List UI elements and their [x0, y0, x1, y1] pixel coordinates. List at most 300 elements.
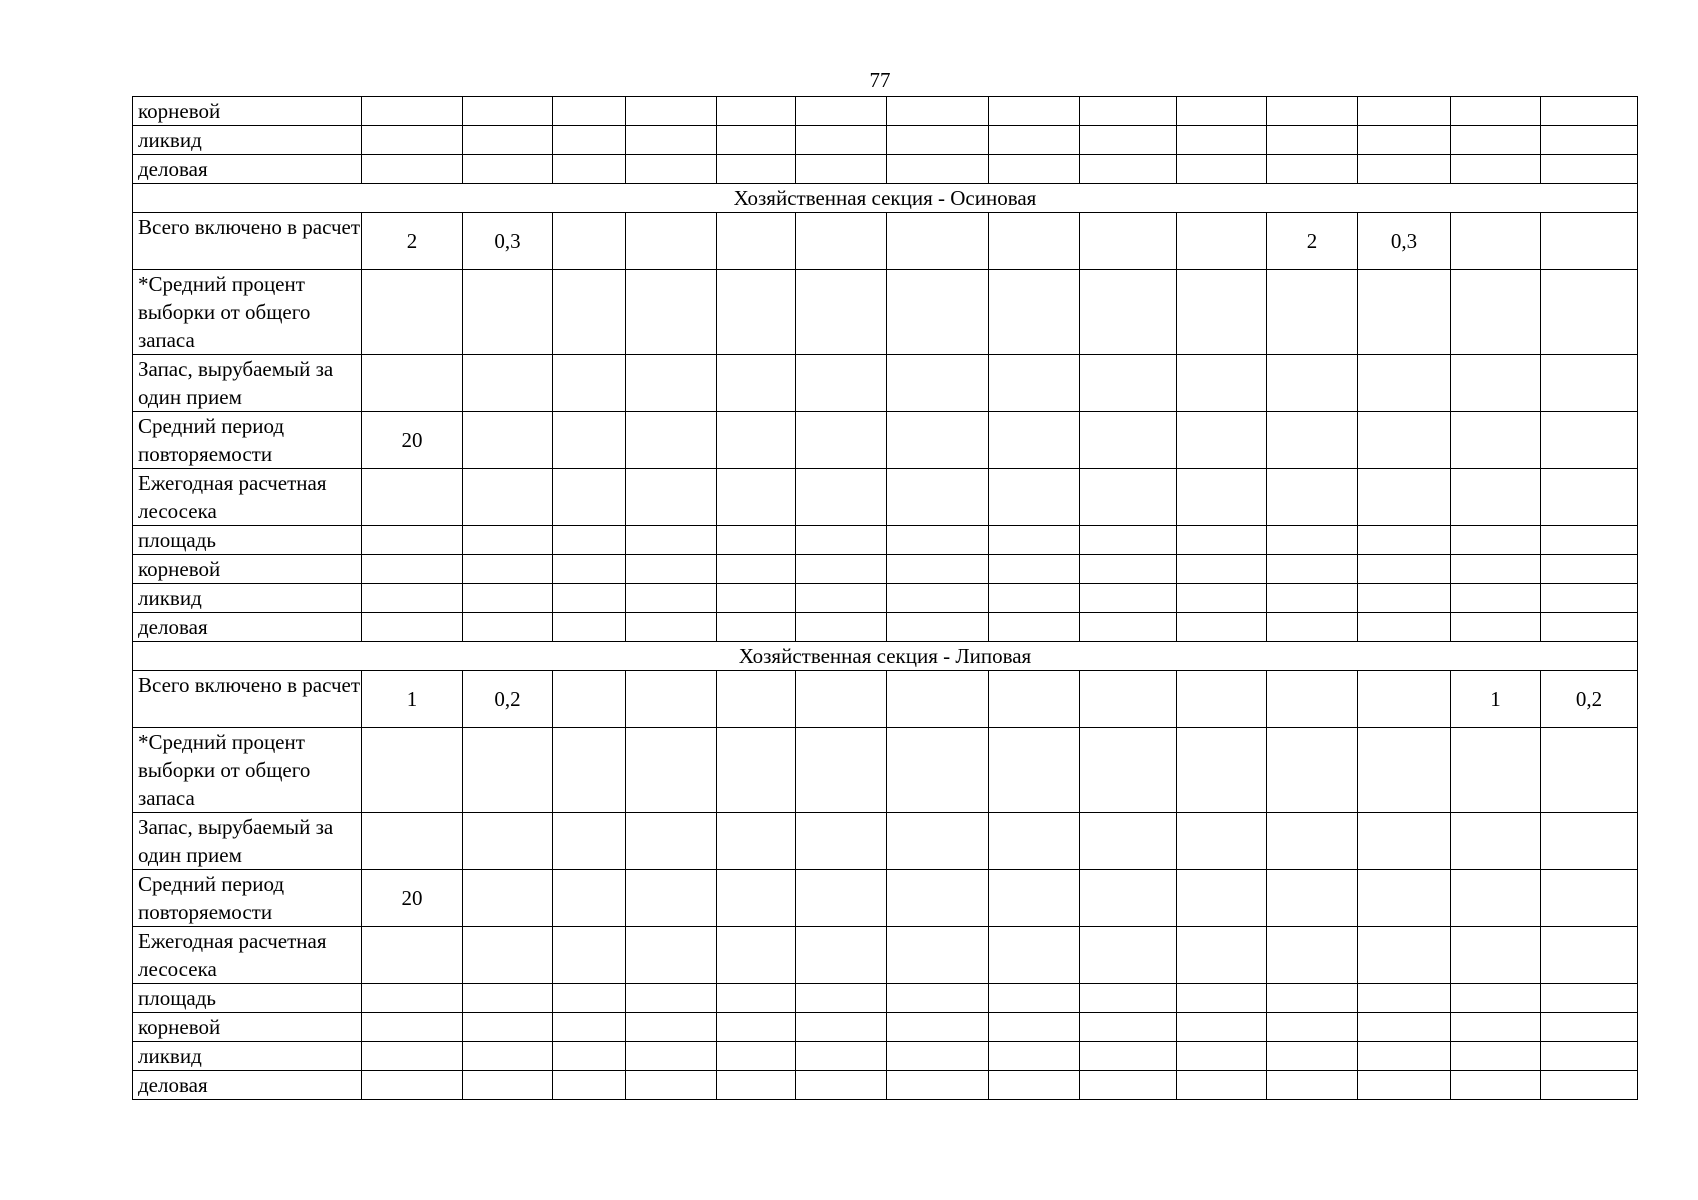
- table-cell: [1177, 671, 1267, 728]
- table-cell: 0,2: [1541, 671, 1638, 728]
- table-cell: [1177, 813, 1267, 870]
- table-cell: [1080, 1071, 1177, 1100]
- table-cell: [1358, 412, 1451, 469]
- allowable-cut-table: [132, 96, 1638, 1100]
- table-cell: [717, 469, 796, 526]
- table-cell: [989, 526, 1080, 555]
- table-cell: [887, 927, 989, 984]
- table-cell: [1080, 555, 1177, 584]
- table-cell: [362, 97, 463, 126]
- table-cell: [362, 813, 463, 870]
- table-cell: [717, 984, 796, 1013]
- table-cell: [1451, 97, 1541, 126]
- table-cell: [1080, 97, 1177, 126]
- table-cell: [1451, 1013, 1541, 1042]
- table-cell: [989, 728, 1080, 813]
- table-cell: [887, 469, 989, 526]
- table-cell: [887, 213, 989, 270]
- table-cell: [887, 155, 989, 184]
- table-cell: [626, 584, 717, 613]
- table-row: [133, 213, 1638, 270]
- table-cell: [1451, 1071, 1541, 1100]
- table-cell: [1177, 984, 1267, 1013]
- table-cell: [463, 813, 553, 870]
- table-cell: [463, 1013, 553, 1042]
- table-cell: [362, 355, 463, 412]
- table-cell: [553, 213, 626, 270]
- table-row: [133, 813, 1638, 870]
- table-cell: [1177, 155, 1267, 184]
- section-header-row: [133, 184, 1638, 213]
- table-row: [133, 1042, 1638, 1071]
- table-cell: [1267, 412, 1358, 469]
- table-cell: [1080, 1013, 1177, 1042]
- table-cell: [989, 584, 1080, 613]
- table-row: [133, 412, 1638, 469]
- table-cell: [463, 927, 553, 984]
- row-label: Запас, вырубаемый за один прием: [133, 355, 362, 412]
- table-cell: [362, 1013, 463, 1042]
- table-cell: [553, 1071, 626, 1100]
- table-cell: [463, 270, 553, 355]
- row-label: деловая: [133, 155, 362, 184]
- row-label: Всего включено в расчет: [133, 671, 362, 728]
- table-cell: [1358, 927, 1451, 984]
- section-title: Хозяйственная секция - Осиновая: [133, 184, 1638, 213]
- table-cell: [1267, 927, 1358, 984]
- row-label: Ежегодная расчетная лесосека: [133, 927, 362, 984]
- row-label: корневой: [133, 555, 362, 584]
- table-cell: [626, 469, 717, 526]
- table-cell: [553, 813, 626, 870]
- table-cell: [1541, 126, 1638, 155]
- table-cell: [1267, 97, 1358, 126]
- table-cell: [796, 1013, 887, 1042]
- table-cell: 1: [362, 671, 463, 728]
- table-cell: [553, 1042, 626, 1071]
- table-cell: [717, 526, 796, 555]
- table-cell: [887, 728, 989, 813]
- table-cell: [1358, 1042, 1451, 1071]
- table-cell: [626, 671, 717, 728]
- table-cell: [1080, 126, 1177, 155]
- table-cell: [717, 870, 796, 927]
- table-cell: [989, 813, 1080, 870]
- table-cell: [1177, 584, 1267, 613]
- table-row: [133, 469, 1638, 526]
- table-cell: [1451, 870, 1541, 927]
- table-cell: [796, 97, 887, 126]
- table-cell: [463, 526, 553, 555]
- table-cell: [796, 412, 887, 469]
- table-cell: [989, 1071, 1080, 1100]
- table-cell: [553, 671, 626, 728]
- table-cell: [1451, 469, 1541, 526]
- table-cell: [1080, 984, 1177, 1013]
- table-cell: [1267, 728, 1358, 813]
- table-cell: 0,2: [463, 671, 553, 728]
- table-cell: [887, 270, 989, 355]
- table-cell: [887, 1013, 989, 1042]
- table-cell: [887, 984, 989, 1013]
- table-cell: [887, 613, 989, 642]
- table-cell: [796, 927, 887, 984]
- table-cell: [463, 870, 553, 927]
- table-cell: [717, 927, 796, 984]
- table-cell: [626, 155, 717, 184]
- table-cell: [1358, 984, 1451, 1013]
- table-cell: [989, 1042, 1080, 1071]
- table-cell: [626, 1042, 717, 1071]
- table-cell: [463, 984, 553, 1013]
- table-cell: [989, 1013, 1080, 1042]
- table-cell: [717, 270, 796, 355]
- table-cell: 20: [362, 870, 463, 927]
- table-cell: [887, 1042, 989, 1071]
- table-cell: [626, 728, 717, 813]
- table-cell: [1177, 469, 1267, 526]
- table-cell: [626, 813, 717, 870]
- table-cell: [1451, 213, 1541, 270]
- table-cell: [626, 927, 717, 984]
- table-cell: [1080, 671, 1177, 728]
- table-cell: [1451, 526, 1541, 555]
- table-cell: [1267, 1013, 1358, 1042]
- table-cell: [796, 813, 887, 870]
- table-cell: [1267, 984, 1358, 1013]
- table-cell: [1267, 155, 1358, 184]
- table-row: [133, 613, 1638, 642]
- table-cell: [1080, 1042, 1177, 1071]
- table-cell: [362, 126, 463, 155]
- row-label: ликвид: [133, 126, 362, 155]
- table-cell: [796, 870, 887, 927]
- table-cell: [1541, 526, 1638, 555]
- table-cell: 2: [362, 213, 463, 270]
- table-cell: [796, 671, 887, 728]
- table-cell: [989, 555, 1080, 584]
- table-cell: [626, 213, 717, 270]
- table-cell: [1358, 671, 1451, 728]
- row-label: корневой: [133, 97, 362, 126]
- table-cell: [463, 155, 553, 184]
- table-cell: [626, 870, 717, 927]
- table-cell: [626, 412, 717, 469]
- table-cell: [717, 155, 796, 184]
- table-cell: [989, 155, 1080, 184]
- table-cell: [463, 613, 553, 642]
- table-cell: [463, 1071, 553, 1100]
- table-cell: [1358, 270, 1451, 355]
- table-cell: [1177, 355, 1267, 412]
- table-cell: [887, 671, 989, 728]
- page-number: 77: [869, 68, 891, 92]
- row-label: ликвид: [133, 1042, 362, 1071]
- table-cell: [717, 613, 796, 642]
- table-cell: [1267, 813, 1358, 870]
- table-cell: [717, 813, 796, 870]
- table-cell: [887, 1071, 989, 1100]
- table-cell: [989, 927, 1080, 984]
- table-cell: [626, 555, 717, 584]
- table-cell: [1177, 213, 1267, 270]
- table-cell: 2: [1267, 213, 1358, 270]
- table-cell: [362, 270, 463, 355]
- table-row: [133, 1071, 1638, 1100]
- table-cell: [1080, 584, 1177, 613]
- table-row: [133, 1013, 1638, 1042]
- table-cell: [796, 555, 887, 584]
- row-label: Средний период повторяемости: [133, 870, 362, 927]
- table-cell: [1541, 270, 1638, 355]
- table-cell: [1358, 97, 1451, 126]
- table-cell: [626, 126, 717, 155]
- table-cell: [1080, 728, 1177, 813]
- row-label: деловая: [133, 613, 362, 642]
- table-cell: [626, 97, 717, 126]
- table-cell: [1080, 155, 1177, 184]
- table-cell: [796, 213, 887, 270]
- table-cell: [796, 584, 887, 613]
- table-cell: [1541, 613, 1638, 642]
- table-cell: [796, 126, 887, 155]
- table-cell: [887, 412, 989, 469]
- section-header-row: [133, 642, 1638, 671]
- table-cell: [989, 469, 1080, 526]
- table-cell: [1541, 1071, 1638, 1100]
- table-cell: [1541, 469, 1638, 526]
- table-cell: [362, 469, 463, 526]
- row-label: деловая: [133, 1071, 362, 1100]
- table-cell: [362, 526, 463, 555]
- table-cell: [717, 126, 796, 155]
- table-cell: [887, 870, 989, 927]
- table-cell: [463, 469, 553, 526]
- table-cell: [1267, 1071, 1358, 1100]
- table-cell: [887, 126, 989, 155]
- table-cell: [717, 97, 796, 126]
- row-label: корневой: [133, 1013, 362, 1042]
- table-cell: [717, 671, 796, 728]
- table-cell: [1358, 155, 1451, 184]
- table-cell: [1451, 927, 1541, 984]
- table-cell: [362, 728, 463, 813]
- table-cell: [1080, 813, 1177, 870]
- row-label: Средний период повторяемости: [133, 412, 362, 469]
- table-cell: [1177, 126, 1267, 155]
- table-cell: [796, 613, 887, 642]
- table-cell: [553, 728, 626, 813]
- table-cell: [1541, 870, 1638, 927]
- table-cell: [989, 984, 1080, 1013]
- table-cell: [1451, 555, 1541, 584]
- table-cell: [1177, 1071, 1267, 1100]
- table-cell: [626, 355, 717, 412]
- table-cell: [887, 355, 989, 412]
- table-cell: [553, 613, 626, 642]
- table-cell: [1080, 927, 1177, 984]
- table-cell: [1451, 270, 1541, 355]
- table-cell: 0,3: [1358, 213, 1451, 270]
- table-cell: [1080, 469, 1177, 526]
- table-row: [133, 728, 1638, 813]
- table-cell: [1267, 526, 1358, 555]
- table-cell: [1451, 813, 1541, 870]
- table-cell: [1541, 728, 1638, 813]
- table-cell: [553, 927, 626, 984]
- table-row: [133, 870, 1638, 927]
- table-cell: [1080, 270, 1177, 355]
- table-cell: [796, 1071, 887, 1100]
- table-cell: [1358, 126, 1451, 155]
- table-cell: [1177, 613, 1267, 642]
- row-label: Всего включено в расчет: [133, 213, 362, 270]
- table-cell: 0,3: [463, 213, 553, 270]
- table-cell: [717, 1013, 796, 1042]
- table-cell: [1451, 412, 1541, 469]
- table-cell: [362, 927, 463, 984]
- table-cell: [1080, 213, 1177, 270]
- table-cell: [1541, 584, 1638, 613]
- table-cell: [1358, 526, 1451, 555]
- table-cell: [1541, 97, 1638, 126]
- table-row: [133, 984, 1638, 1013]
- table-cell: [887, 526, 989, 555]
- table-cell: [1451, 984, 1541, 1013]
- table-row: [133, 671, 1638, 728]
- table-row: [133, 555, 1638, 584]
- table-cell: [553, 1013, 626, 1042]
- table-cell: [463, 97, 553, 126]
- table-cell: [553, 126, 626, 155]
- row-label: площадь: [133, 526, 362, 555]
- table-cell: [989, 613, 1080, 642]
- table-row: [133, 584, 1638, 613]
- table-cell: [553, 584, 626, 613]
- table-cell: [1177, 555, 1267, 584]
- table-cell: [1541, 355, 1638, 412]
- row-label: Запас, вырубаемый за один прием: [133, 813, 362, 870]
- table-cell: [1080, 613, 1177, 642]
- row-label: *Средний процент выборки от общего запаса: [133, 270, 362, 355]
- table-cell: [463, 412, 553, 469]
- table-cell: [1267, 126, 1358, 155]
- table-row: [133, 526, 1638, 555]
- table-body: [133, 97, 1638, 1100]
- table-cell: [1358, 728, 1451, 813]
- row-label: ликвид: [133, 584, 362, 613]
- table-cell: [1451, 126, 1541, 155]
- table-cell: [553, 984, 626, 1013]
- table-row: [133, 927, 1638, 984]
- table-cell: [1177, 927, 1267, 984]
- table-row: [133, 126, 1638, 155]
- table-cell: [1358, 870, 1451, 927]
- table-cell: [1358, 355, 1451, 412]
- table-cell: [887, 555, 989, 584]
- table-cell: [1080, 412, 1177, 469]
- table-cell: [463, 126, 553, 155]
- table-cell: [553, 412, 626, 469]
- table-cell: [796, 155, 887, 184]
- table-cell: [1080, 870, 1177, 927]
- table-cell: [1177, 728, 1267, 813]
- table-cell: [1177, 1042, 1267, 1071]
- table-row: [133, 270, 1638, 355]
- table-cell: [989, 355, 1080, 412]
- table-cell: [1177, 870, 1267, 927]
- table-cell: [989, 213, 1080, 270]
- table-cell: [1267, 270, 1358, 355]
- table-cell: [362, 1042, 463, 1071]
- table-cell: [887, 813, 989, 870]
- table-cell: [626, 1071, 717, 1100]
- table-cell: [796, 984, 887, 1013]
- table-cell: [362, 584, 463, 613]
- table-cell: [463, 728, 553, 813]
- table-row: [133, 355, 1638, 412]
- table-cell: [1267, 355, 1358, 412]
- table-cell: [1177, 526, 1267, 555]
- table-cell: [1267, 1042, 1358, 1071]
- table-cell: [1177, 270, 1267, 355]
- table-cell: [553, 97, 626, 126]
- table-cell: [717, 584, 796, 613]
- table-cell: [463, 584, 553, 613]
- table-cell: [796, 728, 887, 813]
- table-cell: [887, 97, 989, 126]
- table-cell: [362, 613, 463, 642]
- table-cell: [1267, 555, 1358, 584]
- table-cell: [1451, 584, 1541, 613]
- table-cell: [1358, 584, 1451, 613]
- table-cell: [887, 584, 989, 613]
- table-cell: [796, 526, 887, 555]
- table-cell: [717, 728, 796, 813]
- table-cell: [1541, 412, 1638, 469]
- table-cell: [553, 355, 626, 412]
- table-cell: 1: [1451, 671, 1541, 728]
- table-cell: [1080, 526, 1177, 555]
- table-cell: [362, 155, 463, 184]
- table-cell: [1358, 613, 1451, 642]
- table-cell: [796, 270, 887, 355]
- row-label: *Средний процент выборки от общего запаса: [133, 728, 362, 813]
- table-cell: [717, 1042, 796, 1071]
- table-cell: [626, 526, 717, 555]
- table-cell: [1541, 927, 1638, 984]
- table-cell: [989, 126, 1080, 155]
- table-cell: [463, 1042, 553, 1071]
- table-cell: [553, 469, 626, 526]
- table-cell: [626, 984, 717, 1013]
- table-cell: [796, 355, 887, 412]
- table-cell: [553, 526, 626, 555]
- table-cell: [1541, 155, 1638, 184]
- table-cell: [989, 671, 1080, 728]
- row-label: площадь: [133, 984, 362, 1013]
- table-cell: [1267, 613, 1358, 642]
- table-cell: [1177, 97, 1267, 126]
- table-cell: [796, 1042, 887, 1071]
- table-cell: [1358, 1071, 1451, 1100]
- table-row: [133, 97, 1638, 126]
- table-cell: [1177, 412, 1267, 469]
- table-cell: [1541, 1042, 1638, 1071]
- table-cell: [362, 984, 463, 1013]
- table-cell: [463, 355, 553, 412]
- table-cell: [1451, 613, 1541, 642]
